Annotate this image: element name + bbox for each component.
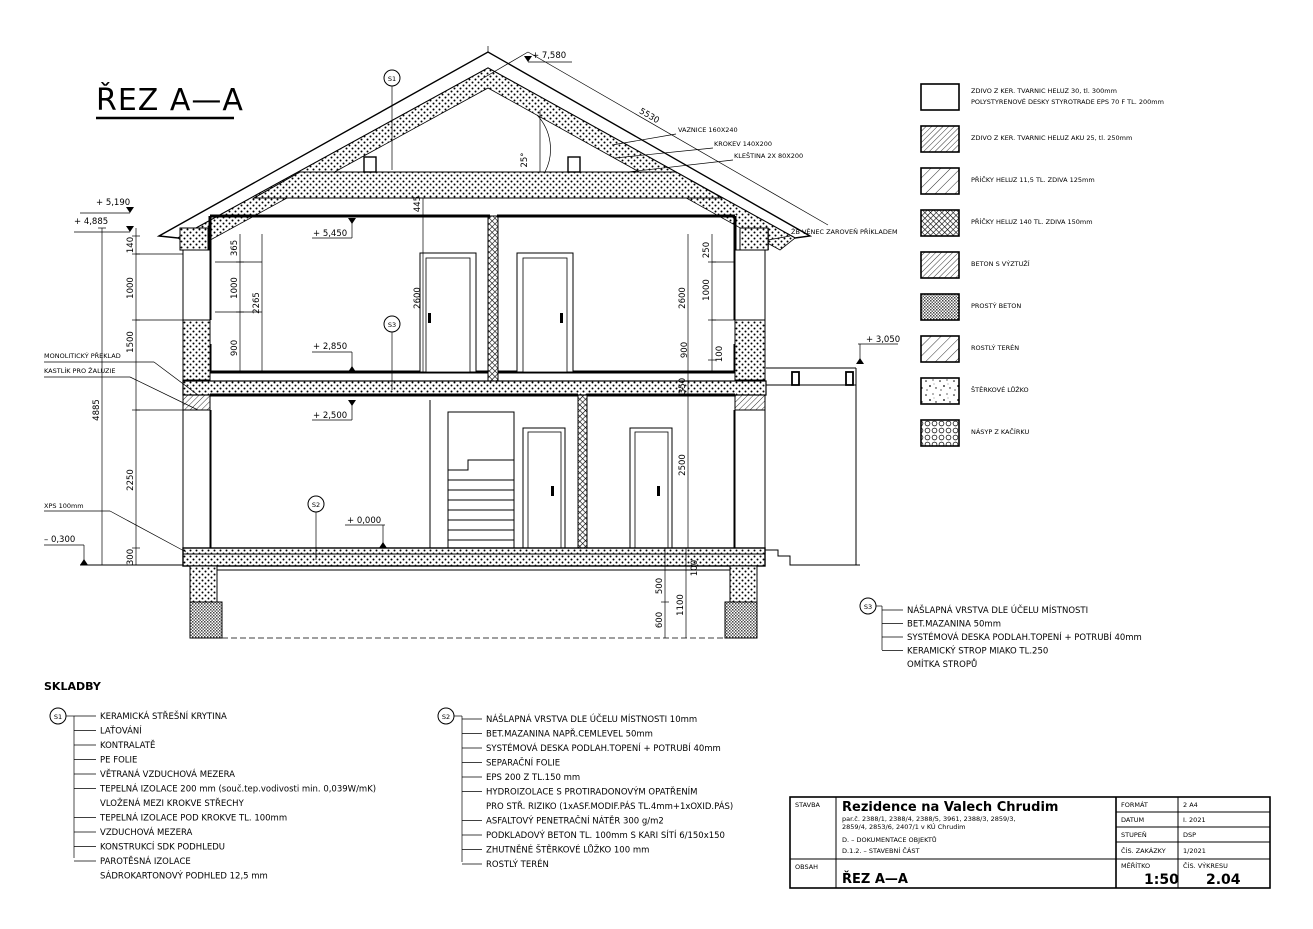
legend-swatch: [921, 420, 959, 446]
layer-item: VĚTRANÁ VZDUCHOVÁ MEZERA: [100, 770, 235, 780]
dim-140: 140: [126, 236, 136, 254]
mark-s1: S1: [387, 75, 397, 83]
level-floor-lower: + 0,000: [347, 516, 382, 526]
upper-right-dimensions: [678, 234, 735, 372]
datum-label: DATUM: [1121, 816, 1145, 824]
drawing-name: ŘEZ A—A: [842, 872, 908, 887]
meritko-value: 1:50: [1144, 872, 1179, 888]
meritko-label: MĚŘÍTKO: [1121, 862, 1151, 870]
layer-item: KERAMICKÁ STŘEŠNÍ KRYTINA: [100, 712, 227, 722]
legend-swatch: [921, 294, 959, 320]
layer-item: LAŤOVÁNÍ: [100, 726, 142, 737]
dim-rafter: 5530: [637, 106, 661, 127]
dim-2250: 2250: [126, 469, 136, 491]
ground-floor: [183, 395, 765, 560]
layer-item: EPS 200 Z TL.150 mm: [486, 773, 581, 783]
dim-100a: 100: [715, 345, 725, 363]
parcels-line2: 2859/4, 2853/6, 2407/1 v KÚ Chrudim: [842, 823, 966, 831]
level-floor-upper: + 2,850: [313, 342, 348, 352]
dim-1000a: 1000: [126, 277, 136, 299]
legend-label: PROSTÝ BETON: [971, 302, 1022, 310]
mark-s2: S2: [311, 501, 321, 509]
dim-250: 250: [702, 241, 712, 259]
layer-item: PRO STŘ. RIZIKO (1xASF.MODIF.PÁS TL.4mm+1xOXID.PÁS): [486, 802, 734, 812]
stupen-value: DSP: [1183, 831, 1197, 839]
layer-item: SYSTÉMOVÁ DESKA PODLAH.TOPENÍ + POTRUBÍ 40mm: [907, 633, 1142, 643]
dim-pitch: 25°: [520, 152, 530, 168]
label-venec: ŽB VĚNEC ZAROVEŇ PŘÍKLADEM: [791, 228, 898, 236]
level-eaves: + 4,885: [74, 217, 109, 227]
level-terrain: – 0,300: [44, 535, 76, 545]
dim-1500: 1500: [126, 331, 136, 353]
label-krokev: KROKEV 140X200: [714, 140, 773, 148]
format-value: 2 A4: [1183, 801, 1198, 809]
layer-item: OMÍTKA STROPŮ: [907, 660, 978, 670]
legend-swatch: [921, 168, 959, 194]
level-eaves-top: + 5,190: [96, 198, 131, 208]
layer-item: PODKLADOVÝ BETON TL. 100mm S KARI SÍTÍ 6/150x150: [486, 831, 725, 841]
section-line1: D. – DOKUMENTACE OBJEKTŮ: [842, 836, 937, 844]
legend-label: NÁSYP Z KAČÍRKU: [971, 428, 1030, 436]
legend-swatch: [921, 378, 959, 404]
layer-item: SÁDROKARTONOVÝ PODHLED 12,5 mm: [100, 871, 268, 882]
title-block: [790, 797, 1270, 888]
layer-item: BET.MAZANINA NAPŘ.CEMLEVEL 50mm: [486, 729, 653, 740]
layer-item: ZHUTNĚNÉ ŠTĚRKOVÉ LŮŽKO 100 mm: [486, 845, 650, 856]
legend-swatch: [921, 210, 959, 236]
label-xps: XPS 100mm: [44, 502, 84, 510]
roof-insulation: [178, 68, 795, 250]
stupen-label: STUPEŇ: [1121, 831, 1147, 839]
layer-item: KONSTRUKCÍ SDK PODHLEDU: [100, 842, 225, 853]
s2-composition: [438, 708, 733, 870]
dim-1000c: 1000: [702, 279, 712, 301]
vykres-value: 2.04: [1206, 872, 1241, 888]
skladby-title: SKLADBY: [44, 680, 101, 693]
label-preklad: MONOLITICKÝ PŘEKLAD: [44, 352, 121, 360]
layer-item: KERAMICKÝ STROP MIAKO TL.250: [907, 646, 1049, 657]
layer-item: ASFALTOVÝ PENETRAČNÍ NÁTĚR 300 g/m2: [486, 816, 664, 827]
layer-item: KONTRALATĚ: [100, 741, 156, 751]
mark-s3: S3: [387, 321, 397, 329]
zakazky-value: 1/2021: [1183, 847, 1206, 855]
ring-beam-right: [740, 228, 768, 250]
roof-annotations: [480, 52, 898, 240]
layer-item: BET.MAZANINA 50mm: [907, 619, 1001, 630]
dim-100b: 100: [690, 559, 700, 577]
section-line2: D.1.2. – STAVEBNÍ ČÁST: [842, 847, 920, 855]
layer-item: PE FOLIE: [100, 755, 138, 766]
legend-label: PŘÍČKY HELUZ 11,5 TL. ZDIVA 125mm: [971, 176, 1095, 184]
dim-1100: 1100: [676, 594, 686, 616]
parcels-line1: par.č. 2388/1, 2388/4, 2388/5, 3961, 2388/3, 2859/3,: [842, 815, 1016, 823]
legend-label: ZDIVO Z KER. TVARNIC HELUZ AKU 25, tl. 250mm: [971, 134, 1133, 142]
obsah-label: OBSAH: [795, 863, 819, 871]
side-annotations: [44, 351, 198, 552]
dim-2600b: 2600: [678, 287, 688, 309]
layer-item: PAROTĚSNÁ IZOLACE: [100, 857, 191, 867]
legend-swatch: [921, 252, 959, 278]
dim-2265: 2265: [252, 292, 262, 314]
layer-item: TEPELNÁ IZOLACE 200 mm (souč.tep.vodivosti min. 0,039W/mK): [100, 784, 377, 795]
legend-label: PŘÍČKY HELUZ 140 TL. ZDIVA 150mm: [971, 218, 1093, 226]
layer-item: VLOŽENÁ MEZI KROKVE STŘECHY: [100, 799, 244, 809]
ring-beam-left: [180, 228, 208, 250]
layer-item: VZDUCHOVÁ MEZERA: [100, 828, 193, 838]
legend-label: ROSTLÝ TERÉN: [971, 344, 1020, 352]
layer-item: SEPARAČNÍ FOLIE: [486, 758, 561, 769]
level-ceiling-upper: + 5,450: [313, 229, 348, 239]
foundation: [80, 548, 860, 638]
legend-swatch: [921, 336, 959, 362]
layer-item: NÁŠLAPNÁ VRSTVA DLE ÚČELU MÍSTNOSTI 10mm: [486, 715, 698, 725]
legend-label-2: POLYSTYRENOVÉ DESKY STYROTRADE EPS 70 F TL. 200mm: [971, 98, 1164, 106]
s3-mark: S3: [863, 603, 873, 611]
dim-900b: 900: [680, 341, 690, 359]
dim-500: 500: [655, 577, 665, 595]
dim-2500: 2500: [678, 454, 688, 476]
zakazky-label: ČÍS. ZAKÁZKY: [1121, 847, 1166, 855]
dim-300: 300: [126, 548, 136, 566]
roof-collar: [254, 172, 722, 198]
dim-4885: 4885: [92, 399, 102, 421]
label-kastlik: KASTLÍK PRO ŽALUZIE: [44, 367, 116, 375]
layer-item: HYDROIZOLACE S PROTIRADONOVÝM OPATŘENÍM: [486, 787, 698, 798]
legend-swatch: [921, 126, 959, 152]
dim-900a: 900: [230, 339, 240, 357]
dim-445: 445: [413, 195, 423, 213]
layer-item: SYSTÉMOVÁ DESKA PODLAH.TOPENÍ + POTRUBÍ 40mm: [486, 744, 721, 754]
s3-composition: [860, 598, 1142, 670]
legend-label: BETON S VÝZTUŽÍ: [971, 260, 1030, 268]
doors: [420, 253, 672, 548]
dim-2600a: 2600: [413, 287, 423, 309]
roof: [159, 52, 810, 250]
layer-item: NÁŠLAPNÁ VRSTVA DLE ÚČELU MÍSTNOSTI: [907, 606, 1089, 616]
dim-600: 600: [655, 611, 665, 629]
stavba-label: STAVBA: [795, 801, 820, 809]
dim-365: 365: [230, 239, 240, 257]
s1-composition: [50, 708, 376, 882]
label-vaznice: VAZNICE 160X240: [678, 126, 738, 134]
drawing-title: ŘEZ A—A: [96, 83, 244, 118]
left-dimensions: [92, 228, 183, 565]
level-terrace: + 3,050: [866, 335, 901, 345]
level-ceiling-lower: + 2,500: [313, 411, 348, 421]
level-ridge: + 7,580: [532, 51, 567, 61]
dim-1000b: 1000: [230, 277, 240, 299]
legend-swatch: [921, 84, 959, 110]
format-label: FORMÁT: [1121, 801, 1148, 809]
upper-left-dimensions: [215, 234, 262, 372]
project-name: Rezidence na Valech Chrudim: [842, 800, 1059, 815]
material-legend: [921, 84, 1164, 446]
vykres-label: ČÍS. VÝKRESU: [1183, 862, 1228, 870]
label-klestina: KLEŠTINA 2X 80X200: [734, 152, 804, 160]
dim-350: 350: [678, 377, 688, 395]
s2-mark: S2: [441, 713, 451, 721]
legend-label: ŠTĚRKOVÉ LŮŽKO: [971, 386, 1029, 394]
layer-item: TEPELNÁ IZOLACE POD KROKVE TL. 100mm: [100, 813, 288, 824]
layer-item: ROSTLÝ TERÉN: [486, 860, 549, 870]
terrace: [766, 368, 856, 565]
legend-label: ZDIVO Z KER. TVARNIC HELUZ 30, tl. 300mm: [971, 87, 1117, 95]
datum-value: I. 2021: [1183, 816, 1206, 824]
s1-mark: S1: [53, 713, 63, 721]
